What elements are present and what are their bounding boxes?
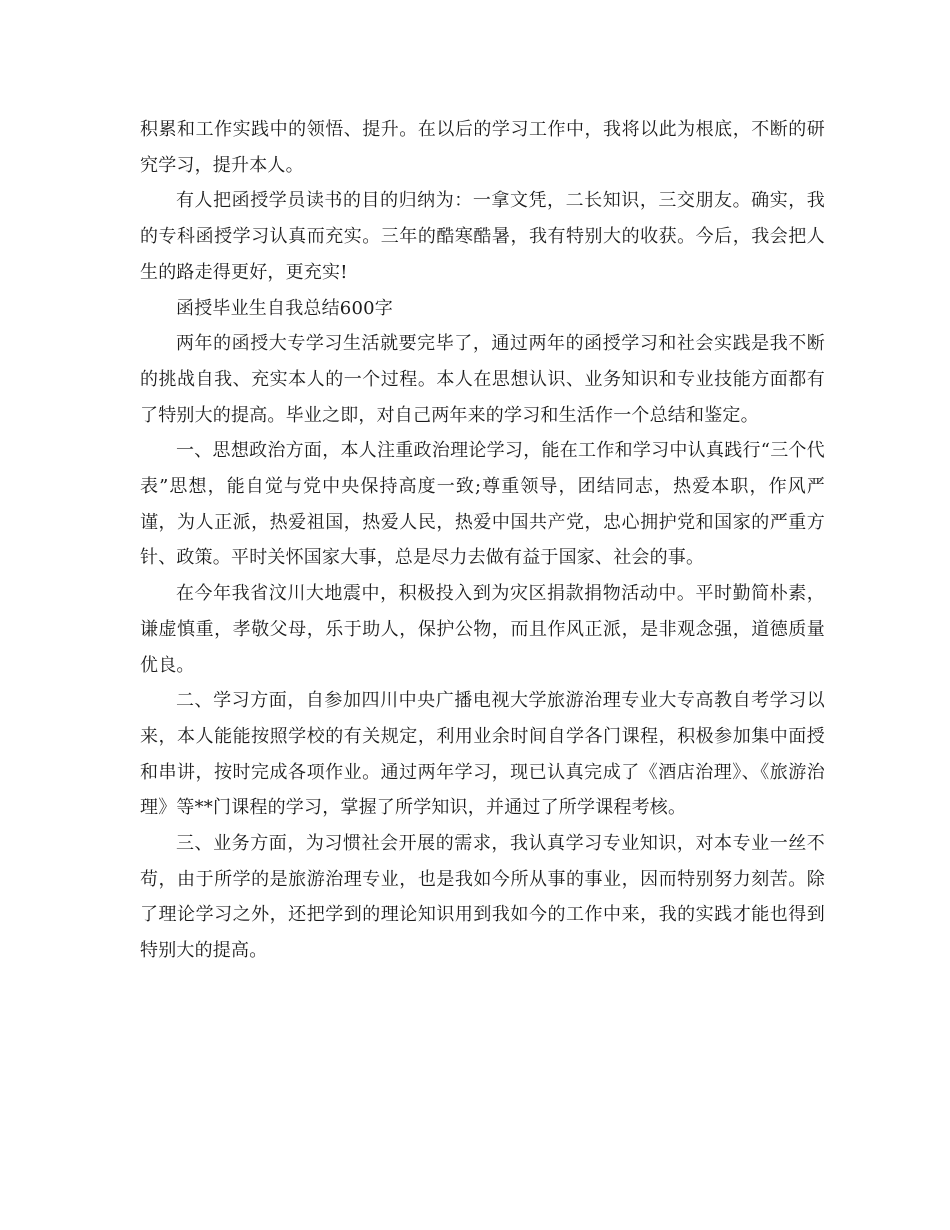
paragraph-business: 三、业务方面，为习惯社会开展的需求，我认真学习专业知识，对本专业一丝不苟，由于所学的是旅游治理专业，也是我如今所从事的事业，因而特别努力刻苦。除了理论学习之外，还把学到的理论知识用到我如今的工作中来，我的实践才能也得到特别大的提高。 (140, 833, 825, 962)
paragraph-political: 一、思想政治方面，本人注重政治理论学习，能在工作和学习中认真践行“三个代表”思想，能自觉与党中央保持高度一致;尊重领导，团结同志，热爱本职，作风严谨，为人正派，热爱祖国，热爱人民，热爱中国共产党，忠心拥护党和国家的严重方针、政策。平时关怀国家大事，总是尽力去做有益于国家、社会的事。 (140, 440, 825, 569)
paragraph-intro: 两年的函授大专学习生活就要完毕了，通过两年的函授学习和社会实践是我不断的挑战自我、充实本人的一个过程。本人在思想认识、业务知识和专业技能方面都有了特别大的提高。毕业之即，对自己两年来的学习和生活作一个总结和鉴定。 (140, 333, 825, 426)
document-body (140, 112, 825, 969)
paragraph-continuation: 积累和工作实践中的领悟、提升。在以后的学习工作中，我将以此为根底，不断的研究学习，提升本人。 (140, 119, 825, 176)
paragraph-purpose: 有人把函授学员读书的目的归纳为：一拿文凭，二长知识，三交朋友。确实，我的专科函授学习认真而充实。三年的酷寒酷暑，我有特别大的收获。今后，我会把人生的路走得更好，更充实! (140, 190, 825, 283)
section-heading: 函授毕业生自我总结600字 (176, 297, 393, 319)
paragraph-earthquake: 在今年我省汶川大地震中，积极投入到为灾区捐款捐物活动中。平时勤简朴素，谦虚慎重，孝敬父母，乐于助人，保护公物，而且作风正派，是非观念强，道德质量优良。 (140, 583, 825, 676)
paragraph-study: 二、学习方面，自参加四川中央广播电视大学旅游治理专业大专高教自考学习以来，本人能能按照学校的有关规定，利用业余时间自学各门课程，积极参加集中面授和串讲，按时完成各项作业。通过两年学习，现已认真完成了《酒店治理》、《旅游治理》等**门课程的学习，掌握了所学知识，并通过了所学课程考核。 (140, 690, 825, 819)
